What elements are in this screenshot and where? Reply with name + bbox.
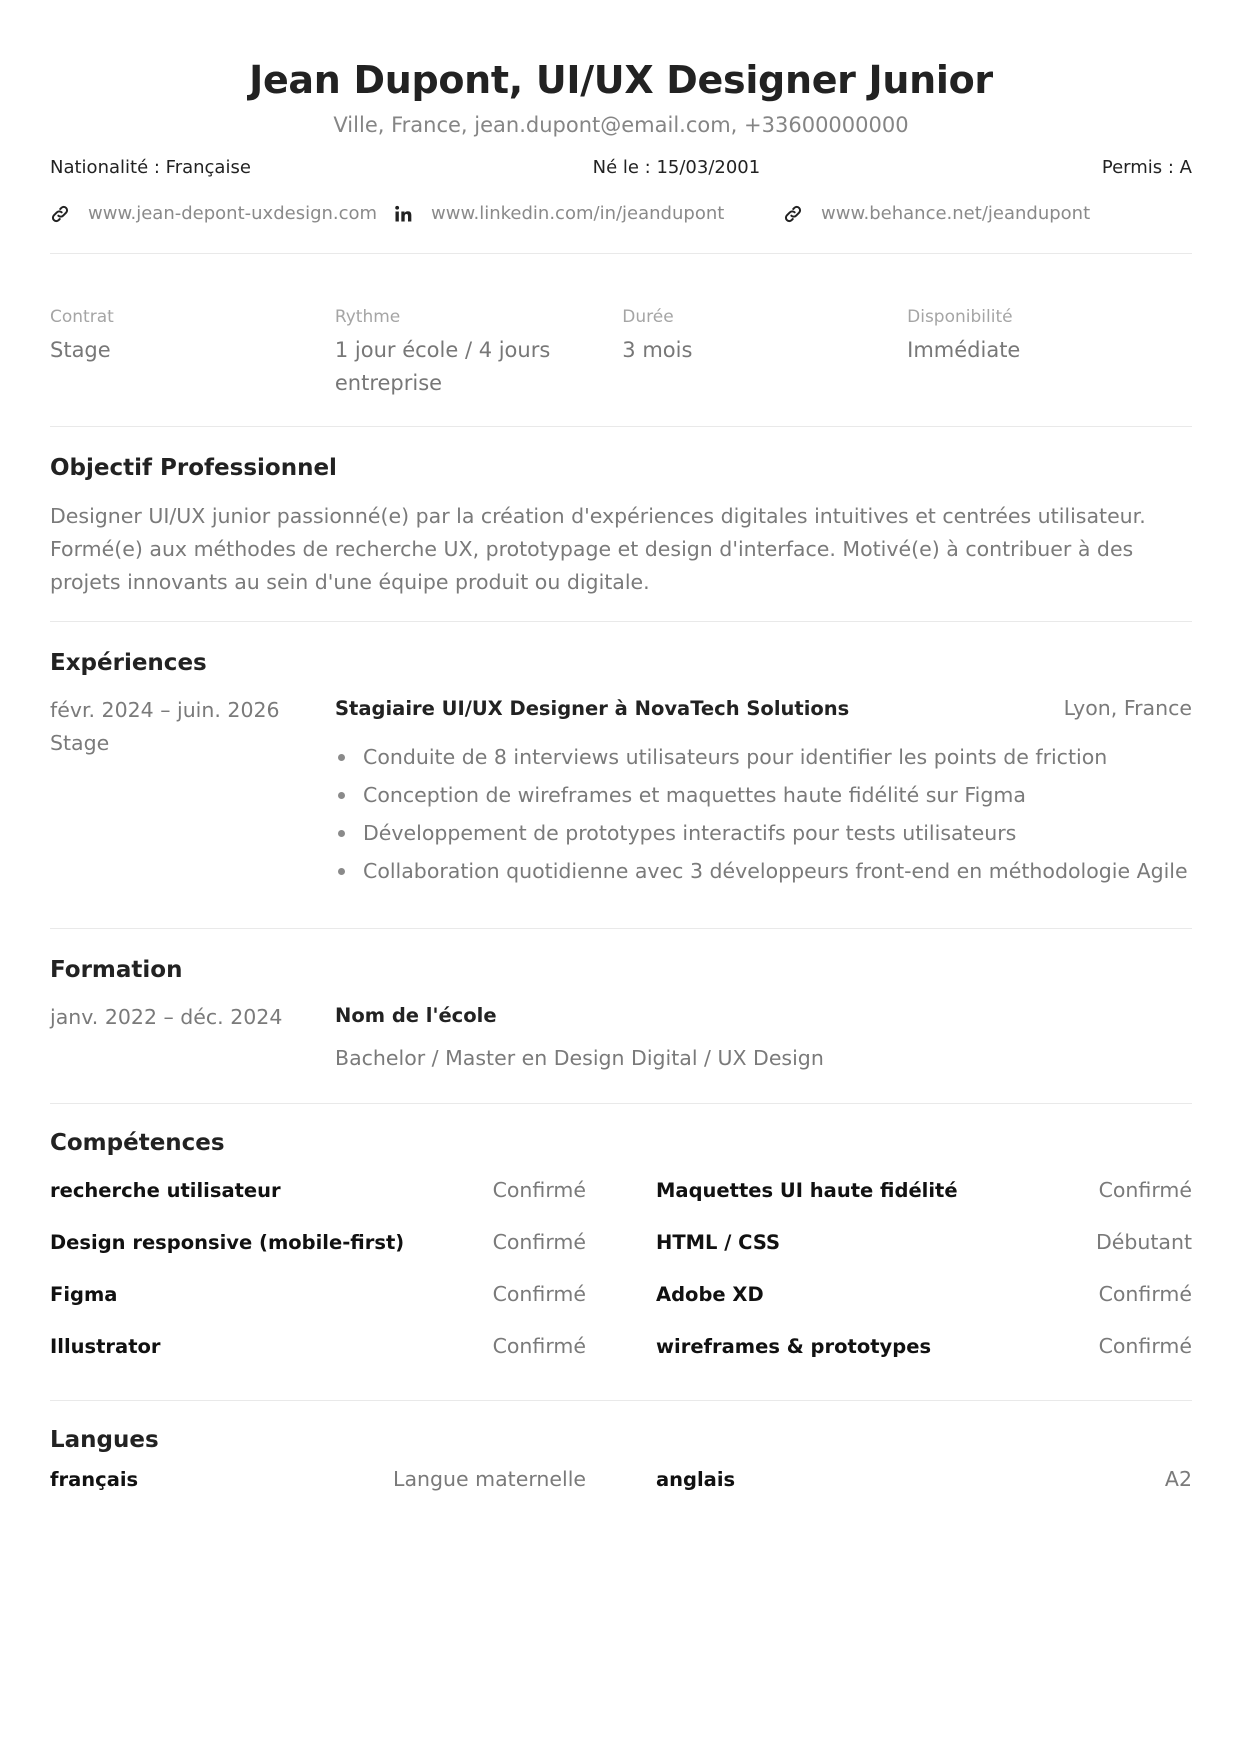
skill-row — [50, 1178, 586, 1230]
list-item: Développement de prototypes interactifs pour tests utilisateurs — [335, 814, 1192, 852]
language-level: A2 — [1164, 1467, 1192, 1491]
skill-name: HTML / CSS — [656, 1231, 781, 1254]
skill-row — [50, 1230, 586, 1282]
job-availability: Disponibilité Immédiate — [907, 307, 1021, 362]
objective-title: Objectif Professionnel — [50, 455, 337, 481]
formation-dates: janv. 2022 – déc. 2024 — [50, 1005, 283, 1029]
behance-link-text: www.behance.net/jeandupont — [821, 203, 1091, 224]
languages-grid — [50, 1467, 1192, 1519]
list-item: Collaboration quotidienne avec 3 développeurs front-end en méthodologie Agile — [335, 852, 1192, 890]
link-icon — [783, 204, 803, 224]
skill-level: Confirmé — [492, 1230, 586, 1254]
list-item: Conduite de 8 interviews utilisateurs pour identifier les points de friction — [335, 738, 1192, 776]
skill-level: Confirmé — [492, 1178, 586, 1202]
skill-name: Figma — [50, 1283, 118, 1306]
link-icon — [50, 204, 70, 224]
job-rhythm: Rythme 1 jour école / 4 jours entreprise — [334, 307, 551, 395]
language-name: français — [50, 1468, 139, 1491]
degree-name: Bachelor / Master en Design Digital / UX Design — [335, 1046, 824, 1070]
resume-header — [50, 0, 1192, 139]
skills-right-column — [656, 1178, 1192, 1386]
formation-details — [335, 1001, 1192, 1073]
divider — [50, 1400, 1192, 1401]
skill-name: Maquettes UI haute fidélité — [656, 1179, 958, 1202]
skill-name: Design responsive (mobile-first) — [50, 1231, 405, 1254]
divider — [50, 928, 1192, 929]
languages-title: Langues — [50, 1427, 159, 1453]
language-row — [656, 1467, 1192, 1519]
experience-dates: févr. 2024 – juin. 2026 — [50, 698, 280, 722]
portfolio-link[interactable] — [50, 201, 378, 227]
experience-location: Lyon, France — [1063, 696, 1192, 720]
skill-row — [656, 1230, 1192, 1282]
experience-dates-block — [50, 694, 335, 890]
job-duration: Durée 3 mois — [622, 307, 693, 362]
linkedin-link[interactable] — [393, 201, 739, 227]
experience-details — [335, 694, 1192, 890]
links-row — [50, 201, 1192, 227]
skill-name: Illustrator — [50, 1335, 161, 1358]
job-contract: Contrat Stage — [50, 307, 114, 362]
nationality: Nationalité : Française — [50, 157, 251, 178]
skill-row — [656, 1334, 1192, 1386]
divider — [50, 621, 1192, 622]
experience-type: Stage — [50, 731, 110, 755]
languages-section — [50, 1425, 1192, 1519]
experience-role: Stagiaire UI/UX Designer à NovaTech Solutions — [335, 697, 850, 720]
skill-level: Confirmé — [1098, 1282, 1192, 1306]
behance-link[interactable] — [783, 201, 1090, 227]
job-details — [50, 306, 1192, 400]
skill-level: Débutant — [1095, 1230, 1192, 1254]
objective-section — [50, 453, 1192, 599]
school-name: Nom de l'école — [335, 1004, 497, 1027]
skill-row — [656, 1178, 1192, 1230]
birth-date: Né le : 15/03/2001 — [592, 157, 761, 178]
language-level: Langue maternelle — [393, 1467, 586, 1491]
list-item: Conception de wireframes et maquettes haute fidélité sur Figma — [335, 776, 1192, 814]
skill-name: recherche utilisateur — [50, 1179, 281, 1202]
skill-name: wireframes & prototypes — [656, 1335, 932, 1358]
objective-text: Designer UI/UX junior passionné(e) par la création d'expériences digitales intuitives et centrées utilisateur. Formé(e) aux méthodes de recherche UX, prototypage et design d'interface. Motivé(e) à contribuer à des projets innovants au sein d'une équipe produit ou digitale. — [50, 504, 1146, 594]
skill-level: Confirmé — [492, 1282, 586, 1306]
language-name: anglais — [656, 1468, 736, 1491]
portfolio-link-text: www.jean-depont-uxdesign.com — [88, 203, 378, 224]
language-row — [50, 1467, 586, 1519]
divider — [50, 1103, 1192, 1104]
experience-entry — [50, 694, 1192, 890]
linkedin-icon — [393, 204, 413, 224]
skill-level: Confirmé — [492, 1334, 586, 1358]
experience-bullets — [335, 738, 1192, 890]
skills-section — [50, 1128, 1192, 1386]
skill-row — [50, 1282, 586, 1334]
skill-name: Adobe XD — [656, 1283, 764, 1306]
formation-title: Formation — [50, 957, 183, 983]
personal-info-row — [50, 155, 1192, 181]
experiences-section — [50, 648, 1192, 890]
contact-line: Ville, France, jean.dupont@email.com, +33600000000 — [333, 113, 909, 137]
linkedin-link-text: www.linkedin.com/in/jeandupont — [431, 203, 725, 224]
skill-row — [50, 1334, 586, 1386]
divider — [50, 253, 1192, 254]
skill-level: Confirmé — [1098, 1334, 1192, 1358]
formation-entry — [50, 1001, 1192, 1073]
driving-license: Permis : A — [1101, 157, 1192, 178]
divider — [50, 426, 1192, 427]
experiences-title: Expériences — [50, 650, 207, 676]
skills-left-column — [50, 1178, 586, 1386]
skill-row — [656, 1282, 1192, 1334]
resume-page — [50, 0, 1192, 1519]
formation-section — [50, 955, 1192, 1073]
candidate-name: Jean Dupont, UI/UX Designer Junior — [249, 58, 993, 102]
skills-title: Compétences — [50, 1130, 225, 1156]
skill-level: Confirmé — [1098, 1178, 1192, 1202]
skills-grid — [50, 1178, 1192, 1386]
